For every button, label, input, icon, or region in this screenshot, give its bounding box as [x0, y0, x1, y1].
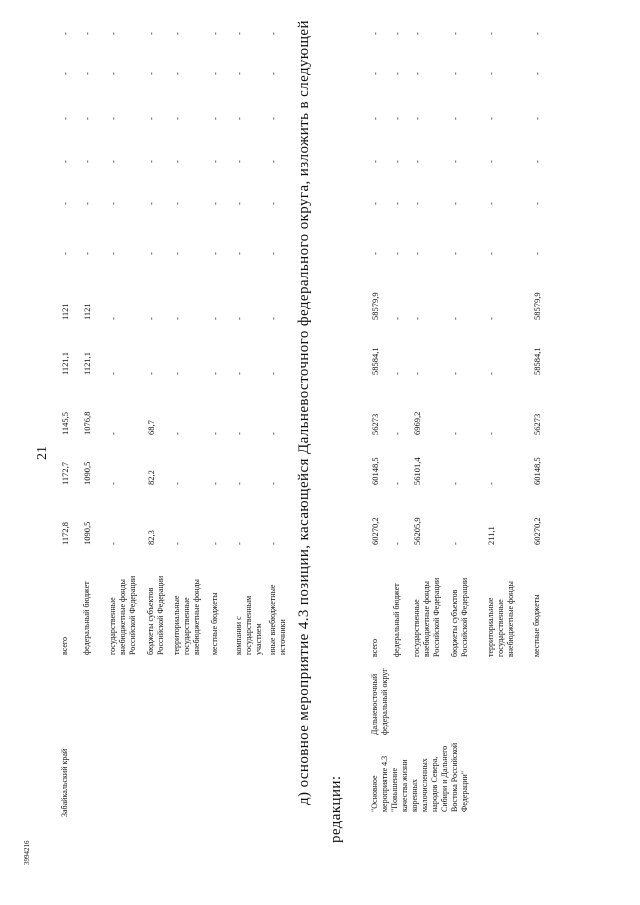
- region_block-cell: 1076,8: [82, 411, 92, 435]
- measure_block-cell: -: [392, 160, 402, 163]
- measure_block-cell: -: [392, 482, 402, 485]
- region_block-cell: -: [60, 117, 70, 120]
- region_block-cell: -: [60, 202, 70, 205]
- region_block-cell: -: [146, 72, 156, 75]
- region_block-cell: 82,3: [146, 530, 156, 545]
- region_block-cell: -: [82, 160, 92, 163]
- region_block-row-label: государственные внебюджетные фонды Российской Федерации: [108, 575, 137, 655]
- measure_block-cell: -: [370, 160, 380, 163]
- region_block-cell: 1121,1: [82, 351, 92, 375]
- region_block-cell: -: [108, 542, 118, 545]
- region_block-cell: -: [146, 32, 156, 35]
- measure_block-cell: -: [392, 202, 402, 205]
- measure_block-cell: 60270,2: [532, 517, 542, 545]
- measure_block-cell: 56101,4: [412, 457, 422, 485]
- measure_block-cell: -: [532, 202, 542, 205]
- region_block-cell: -: [108, 482, 118, 485]
- measure_block-cell: -: [486, 482, 496, 485]
- region_block-cell: -: [60, 252, 70, 255]
- region_block-cell: -: [108, 202, 118, 205]
- region_block-cell: -: [210, 542, 220, 545]
- region_block-cell: -: [108, 117, 118, 120]
- region_block-cell: -: [234, 202, 244, 205]
- region_block-cell: -: [82, 202, 92, 205]
- region_block-row-label: иные внебюджетные источники: [268, 584, 287, 655]
- region-name: Забайкальский край: [60, 748, 69, 817]
- region_block-cell: -: [108, 72, 118, 75]
- measure_block-cell: -: [486, 432, 496, 435]
- region_block-row-label: территориальные государственные внебюджетные фонды: [172, 579, 201, 655]
- instruction-continuation: редакции:: [328, 775, 344, 843]
- measure_block-cell: -: [392, 32, 402, 35]
- region_block-cell: 1090,5: [82, 461, 92, 485]
- measure_block-cell: -: [450, 72, 460, 75]
- measure_block-cell: 211,1: [486, 526, 496, 545]
- region_block-cell: -: [210, 32, 220, 35]
- region_block-cell: -: [234, 117, 244, 120]
- region_block-row-label: всего: [60, 636, 69, 655]
- measure_block-cell: -: [486, 317, 496, 320]
- region_block-cell: -: [268, 72, 278, 75]
- region_block-cell: -: [234, 317, 244, 320]
- region_block-cell: -: [210, 432, 220, 435]
- region_block-cell: -: [60, 72, 70, 75]
- region_block-cell: -: [210, 202, 220, 205]
- region_block-cell: -: [172, 482, 182, 485]
- region_block-cell: -: [108, 32, 118, 35]
- region_block-row-label: компании с государственным участием: [234, 595, 263, 655]
- measure_block-cell: -: [486, 32, 496, 35]
- region_block-cell: -: [172, 202, 182, 205]
- measure_block-cell: 56273: [370, 413, 380, 435]
- region_block-cell: 82,2: [146, 470, 156, 485]
- measure_block-cell: -: [532, 117, 542, 120]
- measure_block-cell: -: [532, 252, 542, 255]
- measure_block-cell: -: [392, 317, 402, 320]
- measure_block-cell: -: [412, 117, 422, 120]
- measure_block-row-label: федеральный бюджет: [392, 583, 401, 657]
- region_block-cell: -: [268, 252, 278, 255]
- measure_block-cell: -: [412, 72, 422, 75]
- region_block-cell: -: [60, 160, 70, 163]
- region_block-cell: -: [268, 160, 278, 163]
- region_block-cell: -: [146, 160, 156, 163]
- measure_block-cell: -: [450, 117, 460, 120]
- measure_block-cell: -: [450, 317, 460, 320]
- measure_block-cell: -: [486, 202, 496, 205]
- region_block-cell: -: [268, 372, 278, 375]
- region_block-cell: -: [234, 72, 244, 75]
- measure_block-cell: -: [392, 372, 402, 375]
- measure_block-cell: 60148,5: [370, 457, 380, 485]
- region_block-cell: -: [172, 252, 182, 255]
- region_block-cell: 68,7: [146, 420, 156, 435]
- measure_block-row-label: местные бюджеты: [532, 594, 541, 657]
- measure_block-cell: -: [532, 160, 542, 163]
- region_block-cell: -: [234, 160, 244, 163]
- region_block-cell: -: [146, 372, 156, 375]
- measure_block-cell: -: [450, 32, 460, 35]
- measure_block-cell: -: [450, 432, 460, 435]
- region_block-cell: -: [60, 32, 70, 35]
- region_block-cell: 1121: [82, 303, 92, 320]
- region_block-cell: -: [146, 252, 156, 255]
- measure_block-cell: 58584,1: [370, 347, 380, 375]
- measure_block-cell: 6969,2: [412, 411, 422, 435]
- measure_block-cell: 60270,2: [370, 517, 380, 545]
- measure_block-row-label: всего: [370, 638, 379, 657]
- region_block-cell: -: [210, 482, 220, 485]
- region_block-cell: -: [268, 432, 278, 435]
- region_block-cell: -: [82, 32, 92, 35]
- measure_block-cell: -: [370, 202, 380, 205]
- measure_block-cell: -: [412, 160, 422, 163]
- region_block-cell: -: [82, 72, 92, 75]
- region_block-cell: -: [234, 542, 244, 545]
- measure_block-cell: -: [532, 72, 542, 75]
- region_block-cell: -: [82, 117, 92, 120]
- region_block-cell: -: [108, 372, 118, 375]
- measure_block-cell: -: [450, 372, 460, 375]
- region_block-cell: -: [210, 317, 220, 320]
- measure_block-cell: -: [412, 317, 422, 320]
- measure_block-cell: -: [392, 72, 402, 75]
- page-number: 21: [35, 446, 50, 460]
- region_block-cell: -: [268, 32, 278, 35]
- instruction-text: д) основное мероприятие 4.3 позиции, касающейся Дальневосточного федерального округа, изложить в следующей: [296, 20, 312, 805]
- region_block-cell: -: [210, 372, 220, 375]
- region_block-cell: 1172,8: [60, 521, 70, 545]
- region_block-cell: -: [146, 202, 156, 205]
- region_block-cell: -: [172, 372, 182, 375]
- region_block-cell: -: [234, 432, 244, 435]
- region_block-row-label: местные бюджеты: [210, 592, 219, 655]
- measure_block-cell: 58579,9: [532, 292, 542, 320]
- region_block-cell: 1145,5: [60, 411, 70, 435]
- measure_block-cell: -: [412, 32, 422, 35]
- measure_block-row-label: бюджеты субъектов Российской Федерации: [450, 577, 469, 657]
- measure_block-cell: 58584,1: [532, 347, 542, 375]
- region_block-cell: -: [268, 117, 278, 120]
- region_block-cell: -: [268, 482, 278, 485]
- measure-name: "Основное мероприятие 4.3 "Повышение качества жизни коренных малочисленных народов Севера, Сибири и Дальнего Востока Российской Федерации": [370, 742, 469, 812]
- measure_block-cell: -: [412, 372, 422, 375]
- region_block-row-label: федеральный бюджет: [82, 581, 91, 655]
- region_block-cell: -: [108, 160, 118, 163]
- region_block-cell: -: [172, 432, 182, 435]
- region_block-cell: -: [82, 252, 92, 255]
- region_block-cell: -: [172, 160, 182, 163]
- measure_block-cell: -: [486, 372, 496, 375]
- measure_block-cell: -: [412, 252, 422, 255]
- region_block-cell: -: [210, 160, 220, 163]
- measure_block-cell: -: [370, 252, 380, 255]
- measure_block-cell: -: [450, 252, 460, 255]
- measure_block-row-label: территориальные государственные внебюджетные фонды: [486, 581, 515, 657]
- region_block-cell: -: [268, 317, 278, 320]
- measure_block-cell: -: [486, 252, 496, 255]
- region_block-cell: -: [234, 482, 244, 485]
- region_block-cell: -: [172, 72, 182, 75]
- region_block-row-label: бюджеты субъектов Российской Федерации: [146, 575, 165, 655]
- measure_block-cell: -: [392, 542, 402, 545]
- region_block-cell: -: [108, 432, 118, 435]
- region_block-cell: -: [172, 317, 182, 320]
- measure_block-cell: -: [412, 202, 422, 205]
- region_block-cell: 1172,7: [60, 461, 70, 485]
- measure_block-cell: 56273: [532, 413, 542, 435]
- district-name: Дальневосточный федеральный округ: [370, 668, 389, 735]
- measure_block-cell: -: [532, 32, 542, 35]
- region_block-cell: -: [210, 117, 220, 120]
- region_block-cell: -: [268, 202, 278, 205]
- measure_block-cell: -: [486, 117, 496, 120]
- measure_block-cell: -: [370, 32, 380, 35]
- region_block-cell: 1090,5: [82, 521, 92, 545]
- region_block-cell: -: [172, 117, 182, 120]
- measure_block-row-label: государственные внебюджетные фонды Российской Федерации: [412, 577, 441, 657]
- region_block-cell: -: [146, 117, 156, 120]
- measure_block-cell: -: [370, 72, 380, 75]
- region_block-cell: -: [172, 32, 182, 35]
- measure_block-cell: -: [370, 117, 380, 120]
- measure_block-cell: -: [392, 252, 402, 255]
- measure_block-cell: -: [450, 160, 460, 163]
- region_block-cell: -: [146, 317, 156, 320]
- region_block-cell: -: [210, 72, 220, 75]
- measure_block-cell: 58579,9: [370, 292, 380, 320]
- measure_block-cell: 60148,5: [532, 457, 542, 485]
- region_block-cell: -: [268, 542, 278, 545]
- measure_block-cell: -: [392, 432, 402, 435]
- measure_block-cell: -: [486, 160, 496, 163]
- measure_block-cell: -: [450, 202, 460, 205]
- region_block-cell: 1121,1: [60, 351, 70, 375]
- region_block-cell: -: [234, 252, 244, 255]
- measure_block-cell: -: [450, 482, 460, 485]
- measure_block-cell: -: [486, 72, 496, 75]
- measure_block-cell: -: [450, 542, 460, 545]
- measure_block-cell: -: [392, 117, 402, 120]
- region_block-cell: -: [234, 32, 244, 35]
- region_block-cell: -: [108, 252, 118, 255]
- region_block-cell: -: [108, 317, 118, 320]
- region_block-cell: -: [172, 542, 182, 545]
- measure_block-cell: 56205,9: [412, 517, 422, 545]
- region_block-cell: 1121: [60, 303, 70, 320]
- region_block-cell: -: [234, 372, 244, 375]
- region_block-cell: -: [210, 252, 220, 255]
- document-stamp: 3994216: [23, 840, 31, 865]
